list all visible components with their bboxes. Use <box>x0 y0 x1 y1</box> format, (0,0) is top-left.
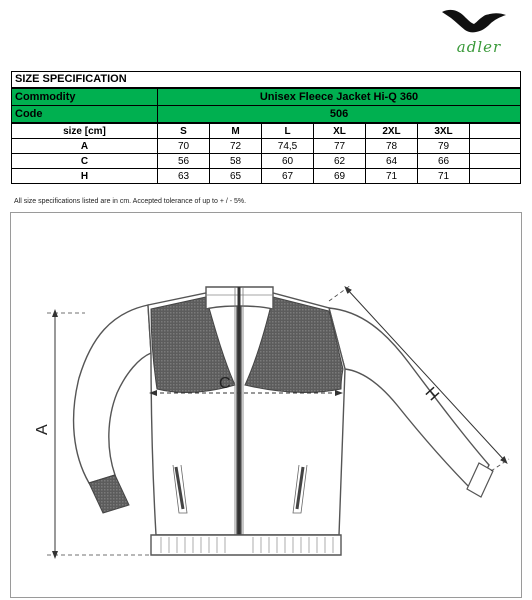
row-label: C <box>12 154 158 169</box>
row-label: H <box>12 169 158 184</box>
code-row <box>12 106 521 124</box>
size-col-s: S <box>158 123 210 139</box>
left-sleeve <box>74 305 151 483</box>
jacket-drawing-frame <box>10 212 522 598</box>
table-cell: 72 <box>210 139 262 154</box>
commodity-row <box>12 88 521 106</box>
table-cell: 77 <box>314 139 366 154</box>
table-cell: 64 <box>366 154 418 169</box>
spec-title: SIZE SPECIFICATION <box>12 72 521 89</box>
table-cell: 56 <box>158 154 210 169</box>
table-cell: 58 <box>210 154 262 169</box>
code-label: Code <box>12 106 158 124</box>
eagle-icon <box>436 6 512 42</box>
waistband <box>151 535 341 555</box>
table-row <box>12 169 521 184</box>
left-cuff <box>89 475 129 513</box>
table-cell: 65 <box>210 169 262 184</box>
table-row <box>12 154 521 169</box>
code-value: 506 <box>158 106 521 124</box>
table-cell: 66 <box>418 154 470 169</box>
size-col-2xl: 2XL <box>366 123 418 139</box>
spec-title-row <box>12 72 521 89</box>
tolerance-note: All size specifications listed are in cm. Accepted tolerance of up to + / - 5%. <box>14 198 247 205</box>
size-spec-table <box>11 71 521 184</box>
table-cell: 69 <box>314 169 366 184</box>
size-col-l: L <box>262 123 314 139</box>
table-cell: 70 <box>158 139 210 154</box>
jacket-technical-drawing <box>11 213 521 597</box>
table-cell-empty <box>470 169 521 184</box>
table-cell: 67 <box>262 169 314 184</box>
table-cell: 71 <box>418 169 470 184</box>
size-col-xl: XL <box>314 123 366 139</box>
table-cell: 62 <box>314 154 366 169</box>
table-cell: 71 <box>366 169 418 184</box>
table-cell-empty <box>470 139 521 154</box>
table-cell: 79 <box>418 139 470 154</box>
table-cell: 74,5 <box>262 139 314 154</box>
table-cell: 63 <box>158 169 210 184</box>
table-row <box>12 139 521 154</box>
size-col-m: M <box>210 123 262 139</box>
dimension-a-label: A <box>34 424 51 435</box>
table-cell-empty <box>470 154 521 169</box>
logo-wordmark: adler <box>456 38 502 56</box>
size-col-empty <box>470 123 521 139</box>
size-header-label: size [cm] <box>12 123 158 139</box>
commodity-value: Unisex Fleece Jacket Hi-Q 360 <box>158 88 521 106</box>
brand-logo <box>436 6 512 58</box>
commodity-label: Commodity <box>12 88 158 106</box>
table-cell: 60 <box>262 154 314 169</box>
size-col-3xl: 3XL <box>418 123 470 139</box>
dimension-h-label: H <box>421 384 442 405</box>
right-sleeve <box>329 308 489 493</box>
size-header-row <box>12 123 521 139</box>
dimension-c-label: C <box>219 375 231 392</box>
row-label: A <box>12 139 158 154</box>
table-cell: 78 <box>366 139 418 154</box>
